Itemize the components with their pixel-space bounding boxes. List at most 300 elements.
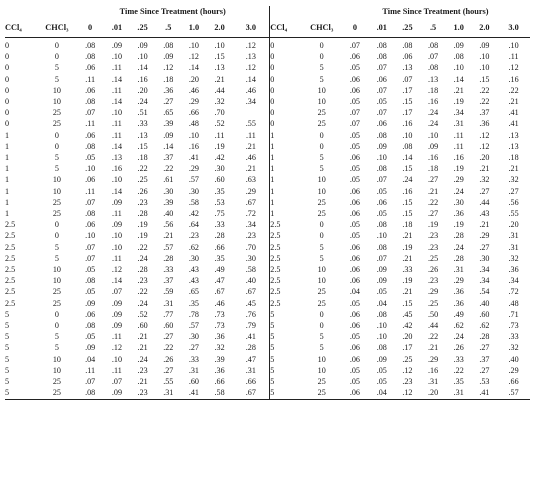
right-t05-cell: .25: [428, 298, 439, 308]
right-t05-cell: .23: [428, 276, 439, 286]
right-t3-cell: .22: [508, 85, 519, 95]
left-t05-cell: .28: [163, 253, 174, 263]
table-body: [5, 38, 530, 400]
left-t025-cell: .33: [137, 119, 148, 129]
right-t001-cell: .08: [376, 242, 387, 252]
right-t1-cell: .22: [453, 365, 464, 375]
left-chcl3-cell: 25: [52, 108, 61, 118]
time-header-right: Time Since Treatment (hours): [382, 7, 489, 16]
left-t025-cell: .19: [137, 231, 148, 241]
right-ccl4-cell: 1: [270, 209, 275, 219]
left-t05-cell: .26: [163, 354, 174, 364]
right-t05-cell: .18: [428, 85, 439, 95]
left-t2-cell: .10: [214, 41, 225, 50]
left-t3-cell: .29: [232, 186, 269, 197]
right-t025-cell: .17: [402, 108, 413, 118]
right-t05-cell: .16: [428, 365, 439, 375]
left-t2-cell: .49: [214, 265, 225, 275]
right-chcl3-cell: 0: [319, 231, 324, 241]
right-t0-cell: .06: [349, 52, 360, 62]
header-spacer-right: [270, 6, 341, 18]
left-t05-cell: .55: [163, 377, 174, 387]
right-chcl3-cell: 0: [319, 41, 324, 50]
left-t001-cell: .11: [112, 332, 122, 342]
right-t2-cell: .53: [479, 377, 490, 387]
right-t1-cell: .28: [453, 253, 464, 263]
left-t001-cell: .09: [111, 220, 123, 230]
left-t05-cell: .27: [163, 332, 174, 342]
left-t3-cell: .67: [232, 387, 269, 399]
right-t1-cell: .49: [453, 309, 464, 319]
left-chcl3-cell: 10: [52, 175, 61, 185]
right-t0-cell: .06: [349, 265, 360, 275]
right-t025-cell: .08: [402, 41, 413, 50]
left-chcl3-cell: 25: [52, 377, 61, 387]
right-chcl3-cell: 5: [319, 343, 324, 353]
left-t3-cell: .72: [232, 208, 269, 219]
left-ccl4-cell: 5: [5, 309, 10, 319]
left-ccl4-cell: 1: [5, 197, 10, 207]
left-t2-cell: .30: [214, 164, 225, 174]
left-t025-cell: .16: [137, 74, 148, 84]
left-ccl4-cell: 2.5: [5, 220, 16, 230]
left-chcl3-cell: 0: [54, 130, 59, 140]
right-t1-cell: .31: [453, 119, 464, 129]
right-t025-cell: .21: [402, 231, 413, 241]
left-t05-cell: .27: [163, 97, 174, 107]
right-t001-cell: .07: [376, 85, 387, 95]
left-t025-cell: .09: [137, 41, 148, 50]
right-ccl4-cell: 1: [270, 197, 275, 207]
table-row: [5, 387, 530, 399]
right-t025-cell: .18: [402, 220, 413, 230]
right-t05-cell: .18: [428, 164, 439, 174]
right-t2-cell: .10: [479, 52, 490, 62]
left-t1-cell: .57: [188, 321, 199, 331]
table-row: [5, 331, 530, 342]
right-t001-cell: .09: [376, 276, 387, 286]
right-t025-cell: .24: [402, 175, 413, 185]
right-t0-cell: .06: [349, 354, 360, 364]
right-chcl3-cell: 0: [319, 309, 324, 319]
left-t2-cell: .39: [214, 354, 225, 364]
left-chcl3-cell: 25: [52, 287, 61, 297]
right-t05-cell: .09: [428, 141, 439, 151]
right-t1-cell: .11: [453, 141, 464, 151]
left-ccl4-cell: 5: [5, 365, 10, 375]
table-row: [5, 141, 530, 152]
table-row: [5, 85, 530, 96]
left-t1-cell: .10: [188, 41, 199, 50]
right-t2-cell: .36: [479, 119, 490, 129]
left-t3-cell: .14: [232, 74, 269, 85]
left-ccl4-cell: 0: [5, 97, 10, 107]
left-t001-cell: .13: [111, 153, 123, 163]
right-ccl4-cell: 5: [270, 377, 275, 387]
right-t0-cell: .05: [349, 164, 360, 174]
left-chcl3-cell: 10: [52, 276, 61, 286]
right-t0-cell: .05: [349, 97, 360, 107]
right-t05-cell: .08: [428, 63, 439, 73]
left-t001-cell: .10: [111, 175, 123, 185]
right-chcl3-cell: 10: [317, 265, 326, 275]
left-t05-cell: .57: [163, 242, 174, 252]
left-t05-cell: .31: [163, 298, 174, 308]
right-t05-cell: .50: [428, 309, 439, 319]
col-header-t2: 2.0: [472, 18, 498, 38]
right-chcl3-cell: 0: [319, 130, 324, 140]
right-t05-cell: .19: [428, 220, 439, 230]
left-t001-cell: .11: [112, 209, 122, 219]
left-t2-cell: .66: [214, 242, 225, 252]
right-chcl3-cell: 10: [317, 85, 326, 95]
left-t025-cell: .21: [137, 343, 148, 353]
left-t1-cell: .42: [188, 209, 199, 219]
left-t025-cell: .24: [137, 298, 148, 308]
right-chcl3-cell: 0: [319, 220, 324, 230]
left-chcl3-cell: 10: [52, 354, 61, 364]
left-t001-cell: .10: [111, 242, 123, 252]
table-row: [5, 253, 530, 264]
left-t025-cell: .52: [137, 309, 148, 319]
left-ccl4-cell: 1: [5, 209, 10, 219]
col-header-t3: 3.0: [232, 18, 269, 38]
left-t1-cell: .31: [188, 365, 199, 375]
left-t025-cell: .21: [137, 332, 148, 342]
left-t001-cell: .09: [104, 387, 130, 399]
right-ccl4-cell: 5: [270, 309, 275, 319]
left-t001-cell: .11: [112, 253, 122, 263]
left-chcl3-cell: 5: [54, 63, 59, 73]
left-t3-cell: .46: [232, 152, 269, 163]
right-t0-cell: .06: [349, 276, 360, 286]
left-t025-cell: .18: [137, 153, 148, 163]
col-header-t025: .25: [130, 18, 156, 38]
right-chcl3-cell: 5: [319, 74, 324, 84]
col-header-ccl4: CCl₄: [5, 18, 38, 38]
left-t025-cell: .28: [137, 265, 148, 275]
left-t025-cell: .15: [137, 141, 148, 151]
right-t025-cell: .15: [402, 97, 413, 107]
right-t025-cell: .25: [402, 354, 413, 364]
left-t1-cell: .41: [188, 153, 199, 163]
left-t001-cell: .14: [111, 186, 123, 196]
left-t0-cell: .07: [85, 197, 96, 207]
right-ccl4-cell: 0: [270, 119, 275, 129]
right-t0-cell: .05: [349, 220, 360, 230]
right-t2-cell: .28: [479, 332, 490, 342]
left-t1-cell: .30: [188, 186, 199, 196]
right-t001-cell: .10: [376, 321, 387, 331]
left-t3-cell: .21: [232, 141, 269, 152]
left-t0-cell: .05: [85, 153, 96, 163]
right-chcl3-cell: 25: [317, 287, 326, 297]
right-ccl4-cell: 5: [270, 332, 275, 342]
right-t1-cell: .31: [446, 387, 472, 399]
right-t2-cell: .21: [479, 164, 490, 174]
right-t025-cell: .19: [402, 242, 413, 252]
left-t2-cell: .33: [214, 220, 225, 230]
right-t3-cell: .56: [508, 197, 519, 207]
treatment-time-table: [5, 6, 530, 400]
right-t2-cell: .27: [479, 186, 490, 196]
right-t3-cell: .13: [508, 141, 519, 151]
left-t025-cell: .26: [137, 186, 148, 196]
right-t0-cell: .05: [349, 332, 360, 342]
right-t025-cell: .20: [402, 332, 413, 342]
left-t001-cell: .11: [112, 119, 122, 129]
left-t1-cell: .57: [188, 175, 199, 185]
left-ccl4-cell: 0: [5, 85, 10, 95]
left-chcl3-cell: 5: [54, 164, 59, 174]
right-t3-cell: .33: [508, 332, 519, 342]
right-t1-cell: .29: [453, 175, 464, 185]
col-header-t001: .01: [104, 18, 130, 38]
left-t2-cell: .32: [214, 343, 225, 353]
right-t05-cell: .44: [428, 321, 439, 331]
left-t3-cell: .30: [232, 253, 269, 264]
right-t2-cell: .22: [479, 97, 490, 107]
right-t0-cell: .06: [349, 242, 360, 252]
table-row: [5, 51, 530, 62]
right-chcl3-cell: 5: [319, 253, 324, 263]
left-t0-cell: .08: [85, 141, 96, 151]
left-t05-cell: .56: [163, 220, 174, 230]
right-t001-cell: .08: [376, 130, 387, 140]
col-header-t1: 1.0: [181, 18, 207, 38]
left-ccl4-cell: 5: [5, 343, 10, 353]
left-t0-cell: .07: [85, 242, 96, 252]
right-t025-cell: .14: [402, 153, 413, 163]
right-t05-cell: .20: [420, 387, 446, 399]
right-t3-cell: .41: [508, 119, 519, 129]
left-t0-cell: .06: [85, 130, 96, 140]
left-ccl4-cell: 5: [5, 321, 10, 331]
right-ccl4-cell: 5: [270, 387, 303, 399]
table-row: [5, 163, 530, 174]
left-t0-cell: .07: [85, 108, 96, 118]
right-t025-cell: .19: [402, 276, 413, 286]
right-t2-cell: .40: [479, 298, 490, 308]
right-t3-cell: .32: [508, 253, 519, 263]
left-t1-cell: .62: [188, 242, 199, 252]
left-ccl4-cell: 0: [5, 41, 10, 50]
left-t1-cell: .29: [188, 164, 199, 174]
left-t025-cell: .23: [130, 387, 156, 399]
right-ccl4-cell: 5: [270, 354, 275, 364]
right-t3-cell: .16: [508, 74, 519, 84]
left-t025-cell: .60: [137, 321, 148, 331]
left-t0-cell: .08: [85, 52, 96, 62]
right-t05-cell: .22: [428, 197, 439, 207]
left-t2-cell: .44: [214, 85, 225, 95]
right-chcl3-cell: 25: [302, 387, 340, 399]
right-t2-cell: .27: [479, 365, 490, 375]
left-t1-cell: .58: [188, 197, 199, 207]
left-chcl3-cell: 10: [52, 85, 61, 95]
right-ccl4-cell: 0: [270, 85, 275, 95]
left-chcl3-cell: 10: [52, 186, 61, 196]
header-spacer-left: [5, 6, 76, 18]
right-t0-cell: .06: [349, 309, 360, 319]
right-t1-cell: .19: [453, 97, 464, 107]
left-t025-cell: .10: [137, 52, 148, 62]
right-t025-cell: .21: [402, 287, 413, 297]
left-t001-cell: .09: [111, 321, 123, 331]
left-chcl3-cell: 10: [52, 365, 61, 375]
left-chcl3-cell: 0: [54, 321, 59, 331]
table-row: [5, 275, 530, 286]
right-t0-cell: .07: [349, 119, 360, 129]
left-t001-cell: .09: [111, 309, 123, 319]
table-row: [5, 286, 530, 297]
right-t0-cell: .06: [349, 186, 360, 196]
right-t3-cell: .41: [508, 108, 519, 118]
left-ccl4-cell: 0: [5, 119, 10, 129]
left-t025-cell: .25: [137, 175, 148, 185]
left-t001-cell: .11: [112, 85, 122, 95]
right-t025-cell: .42: [402, 321, 413, 331]
table-row: [5, 309, 530, 320]
right-t025-cell: .12: [402, 365, 413, 375]
right-t025-cell: .17: [402, 343, 413, 353]
right-ccl4-cell: 1: [270, 153, 275, 163]
right-t05-cell: .08: [428, 41, 439, 50]
left-t0-cell: .09: [85, 343, 96, 353]
left-ccl4-cell: 1: [5, 186, 10, 196]
right-chcl3-cell: 25: [317, 209, 326, 219]
right-ccl4-cell: 2.5: [270, 231, 281, 241]
col-header-t001: .01: [369, 18, 395, 38]
right-ccl4-cell: 2.5: [270, 287, 281, 297]
right-ccl4-cell: 0: [270, 41, 275, 50]
left-t1-cell: .46: [188, 85, 199, 95]
left-chcl3-cell: 5: [54, 153, 59, 163]
left-t3-cell: .13: [232, 51, 269, 62]
table-row: [5, 342, 530, 353]
col-header-chcl3: CHCl₃: [38, 18, 76, 38]
left-t025-cell: .24: [137, 354, 148, 364]
left-t0-cell: .05: [85, 287, 96, 297]
left-ccl4-cell: 1: [5, 164, 10, 174]
right-t025-cell: .17: [402, 85, 413, 95]
left-t2-cell: .35: [214, 253, 225, 263]
right-t3-cell: .18: [508, 153, 519, 163]
left-t025-cell: .14: [137, 63, 148, 73]
right-t0-cell: .06: [349, 74, 360, 84]
right-t05-cell: .29: [428, 287, 439, 297]
left-t001-cell: .10: [111, 354, 123, 364]
left-t05-cell: .18: [163, 74, 174, 84]
right-t1-cell: .08: [453, 52, 464, 62]
right-chcl3-cell: 10: [317, 186, 326, 196]
left-t2-cell: .46: [214, 298, 225, 308]
left-t3-cell: .70: [232, 242, 269, 253]
right-t1-cell: .34: [453, 108, 464, 118]
right-t025-cell: .15: [402, 197, 413, 207]
left-t025-cell: .13: [137, 130, 148, 140]
right-t05-cell: .23: [428, 231, 439, 241]
right-t3-cell: .34: [508, 276, 519, 286]
right-t0-cell: .05: [349, 141, 360, 151]
right-t3-cell: .57: [497, 387, 530, 399]
right-t05-cell: .10: [428, 130, 439, 140]
right-t2-cell: .27: [479, 343, 490, 353]
col-header-t0: 0: [76, 18, 104, 38]
right-chcl3-cell: 5: [319, 242, 324, 252]
right-t001-cell: .08: [376, 52, 387, 62]
right-t1-cell: .35: [453, 377, 464, 387]
left-t001-cell: .16: [111, 164, 123, 174]
left-chcl3-cell: 5: [54, 343, 59, 353]
right-t001-cell: .08: [376, 220, 387, 230]
right-t0-cell: .06: [341, 387, 369, 399]
left-t2-cell: .42: [214, 153, 225, 163]
right-t0-cell: .06: [349, 321, 360, 331]
right-t2-cell: .44: [479, 197, 490, 207]
right-t3-cell: .13: [508, 130, 519, 140]
left-t025-cell: .23: [137, 365, 148, 375]
right-chcl3-cell: 25: [317, 108, 326, 118]
left-t1-cell: .29: [188, 97, 199, 107]
left-t2-cell: .36: [214, 365, 225, 375]
right-t2-cell: .15: [479, 74, 490, 84]
left-t1-cell: .14: [188, 63, 199, 73]
left-t2-cell: .28: [214, 231, 225, 241]
right-t0-cell: .06: [349, 197, 360, 207]
right-t2-cell: .37: [479, 108, 490, 118]
right-t05-cell: .29: [428, 354, 439, 364]
table-row: [5, 354, 530, 365]
left-ccl4-cell: 1: [5, 175, 10, 185]
right-chcl3-cell: 10: [317, 175, 326, 185]
left-ccl4-cell: 0: [5, 63, 10, 73]
right-t0-cell: .06: [349, 153, 360, 163]
left-t3-cell: .28: [232, 342, 269, 353]
left-ccl4-cell: 5: [5, 354, 10, 364]
left-t2-cell: .70: [214, 108, 225, 118]
left-t3-cell: [232, 107, 269, 118]
left-chcl3-cell: 10: [52, 97, 61, 107]
right-ccl4-cell: 2.5: [270, 242, 281, 252]
left-chcl3-cell: 25: [52, 119, 61, 129]
left-t2-cell: .73: [214, 309, 225, 319]
left-t001-cell: .11: [112, 130, 122, 140]
left-t001-cell: .10: [111, 108, 123, 118]
right-chcl3-cell: 5: [319, 164, 324, 174]
left-t2-cell: .52: [214, 119, 225, 129]
left-t05-cell: .60: [163, 321, 174, 331]
right-t0-cell: .05: [349, 377, 360, 387]
left-t05-cell: .33: [163, 265, 174, 275]
col-header-t0: 0: [341, 18, 369, 38]
right-t3-cell: .27: [508, 186, 519, 196]
right-t3-cell: .55: [508, 209, 519, 219]
left-t2-cell: .53: [214, 197, 225, 207]
table-row: [5, 107, 530, 118]
left-t025-cell: .22: [137, 164, 148, 174]
left-t05-cell: .37: [163, 153, 174, 163]
right-t025-cell: .15: [402, 298, 413, 308]
left-t2-cell: .15: [214, 52, 225, 62]
table-row: [5, 62, 530, 73]
right-chcl3-cell: 25: [317, 377, 326, 387]
right-t001-cell: .07: [376, 63, 387, 73]
left-t2-cell: .21: [214, 74, 225, 84]
table-row: [5, 320, 530, 331]
left-t3-cell: .21: [232, 163, 269, 174]
right-t0-cell: .05: [349, 365, 360, 375]
